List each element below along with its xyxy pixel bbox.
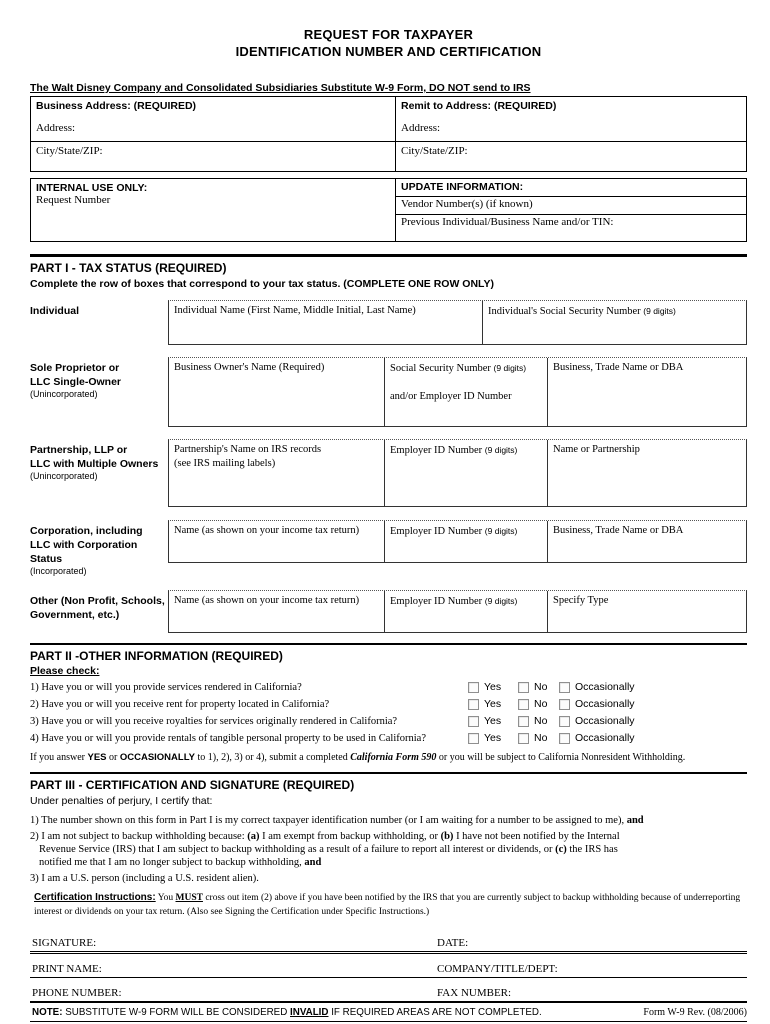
q1-occasionally-option: Occasionally <box>559 681 747 693</box>
remit-address-col <box>396 97 746 171</box>
footer <box>30 1003 747 1022</box>
remit-city-cell[interactable] <box>396 142 746 171</box>
remit-address-label: Address: <box>401 122 441 134</box>
invalid-emphasis: INVALID <box>290 1007 329 1018</box>
other-ein-field[interactable]: Employer ID Number (9 digits) <box>384 591 547 632</box>
internal-use-col <box>31 179 396 241</box>
ssn-ein-field[interactable]: Social Security Number (9 digits) and/or Employer ID Number <box>384 358 547 426</box>
tax-row-sole-proprietor <box>30 357 747 427</box>
california-form-590-ref: California Form 590 <box>350 752 437 763</box>
print-name-row <box>30 954 747 978</box>
part3-intro: Under penalties of perjury, I certify that: <box>30 795 213 807</box>
q1-no-option: No <box>518 681 559 693</box>
q4-no-option: No <box>518 732 559 744</box>
corporation-ein-field[interactable]: Employer ID Number (9 digits) <box>384 521 547 562</box>
individual-label: Individual <box>30 305 80 317</box>
part1-instruction: Complete the row of boxes that correspond to your tax status. (COMPLETE ONE ROW ONLY) <box>30 278 494 290</box>
business-city-label: City/State/ZIP: <box>36 145 103 157</box>
remit-address-cell[interactable] <box>396 97 746 141</box>
q4-occasionally-checkbox[interactable] <box>559 733 570 744</box>
vendor-number-label: Vendor Number(s) (if known) <box>401 198 533 210</box>
page-title <box>30 26 747 60</box>
previous-name-cell[interactable] <box>396 215 746 241</box>
partnership-name2-field[interactable]: Name or Partnership <box>547 440 746 506</box>
remit-city-label: City/State/ZIP: <box>401 145 468 157</box>
corporation-box <box>168 520 747 563</box>
other-name-field[interactable]: Name (as shown on your income tax return) <box>174 595 360 606</box>
q3-occasionally-checkbox[interactable] <box>559 716 570 727</box>
q4-occasionally-option: Occasionally <box>559 732 747 744</box>
tax-row-individual <box>30 300 747 345</box>
sole-proprietor-label: Sole Proprietor or LLC Single-Owner (Unincorporated) <box>30 362 122 399</box>
q2-no-option: No <box>518 698 559 710</box>
q2-occasionally-option: Occasionally <box>559 698 747 710</box>
address-table <box>30 96 747 172</box>
print-name-label: PRINT NAME: <box>32 963 102 975</box>
q4-yes-checkbox[interactable] <box>468 733 479 744</box>
certification-instructions: Certification Instructions: You MUST cross out item (2) above if you have been notified by the IRS that you are currently subject to backup withholding because of underreporting interest or dividends on your tax return. (Also see Signing the Certification under Specific Instructions.) <box>34 892 741 917</box>
form-revision: Form W-9 Rev. (08/2006) <box>643 1007 747 1018</box>
q1-yes-option: Yes <box>468 681 518 693</box>
company-label: COMPANY/TITLE/DEPT: <box>437 963 558 975</box>
remit-address-header: Remit to Address: (REQUIRED) <box>401 100 557 112</box>
q2-yes-option: Yes <box>468 698 518 710</box>
other-label: Other (Non Profit, Schools, Government, etc.) <box>30 595 165 621</box>
question-1: 1) Have you or will you provide services rendered in California? <box>30 682 302 693</box>
business-owner-name-field[interactable]: Business Owner's Name (Required) <box>174 362 325 373</box>
question-row-2 <box>30 698 747 711</box>
print-name-field[interactable] <box>102 960 222 972</box>
title-line-2: IDENTIFICATION NUMBER AND CERTIFICATION <box>235 44 542 59</box>
part2-divider <box>30 643 747 645</box>
partnership-name-field[interactable]: Partnership's Name on IRS records (see IRS mailing labels) <box>174 444 322 469</box>
partnership-box <box>168 439 747 507</box>
certify-item-2: 2) I am not subject to backup withholding because: (a) I am exempt from backup withholding, or (b) I have not been notified by the Internal Revenue Service (IRS) that I am subject to backup withholding as a result of a failure to report all interest or dividends, or (c) the IRS has notified me that I am no longer subject to backup withholding, and <box>30 831 620 868</box>
business-address-cell[interactable] <box>31 97 395 141</box>
q2-yes-checkbox[interactable] <box>468 699 479 710</box>
phone-field[interactable] <box>122 984 242 996</box>
part2-heading: PART II -OTHER INFORMATION (REQUIRED) <box>30 649 283 663</box>
date-label: DATE: <box>437 937 469 949</box>
question-row-3 <box>30 715 747 728</box>
update-info-header-cell <box>396 179 746 196</box>
q2-occasionally-checkbox[interactable] <box>559 699 570 710</box>
fax-label: FAX NUMBER: <box>437 987 512 999</box>
q3-yes-checkbox[interactable] <box>468 716 479 727</box>
q3-no-checkbox[interactable] <box>518 716 529 727</box>
q4-yes-option: Yes <box>468 732 518 744</box>
q1-occasionally-checkbox[interactable] <box>559 682 570 693</box>
certify-item-3: 3) I am a U.S. person (including a U.S. resident alien). <box>30 873 259 884</box>
part3-heading: PART III - CERTIFICATION AND SIGNATURE (REQUIRED) <box>30 778 355 792</box>
business-city-cell[interactable] <box>31 142 395 171</box>
signature-label: SIGNATURE: <box>32 937 97 949</box>
question-3: 3) Have you or will you receive royalties for services originally rendered in California? <box>30 716 398 727</box>
date-field[interactable] <box>468 934 588 946</box>
individual-box <box>168 300 747 345</box>
tax-row-corporation <box>30 520 747 577</box>
part2-check-label: Please check: <box>30 665 100 677</box>
company-field[interactable] <box>558 960 678 972</box>
q3-yes-option: Yes <box>468 715 518 727</box>
part2-note: If you answer YES or OCCASIONALLY to 1), 2), 3) or 4), submit a completed California Form 590 or you will be subject to California Nonresident Withholding. <box>30 752 686 763</box>
update-info-col <box>396 179 746 241</box>
business-address-header: Business Address: (REQUIRED) <box>36 100 197 112</box>
individual-name-field[interactable]: Individual Name (First Name, Middle Initial, Last Name) <box>174 305 416 316</box>
partnership-label: Partnership, LLP or LLC with Multiple Owners (Unincorporated) <box>30 444 159 481</box>
form-subtitle: The Walt Disney Company and Consolidated Subsidiaries Substitute W-9 Form, DO NOT send to IRS <box>30 82 531 94</box>
part1-heading: PART I - TAX STATUS (REQUIRED) <box>30 261 227 275</box>
tax-row-other <box>30 590 747 633</box>
vendor-number-cell[interactable] <box>396 197 746 214</box>
trade-name-field[interactable]: Business, Trade Name or DBA <box>547 358 746 426</box>
tax-row-partnership <box>30 439 747 507</box>
q4-no-checkbox[interactable] <box>518 733 529 744</box>
request-number-label: Request Number <box>36 194 111 206</box>
business-address-col <box>31 97 396 171</box>
fax-field[interactable] <box>511 984 631 996</box>
part1-divider <box>30 254 747 257</box>
corporation-dba-field[interactable]: Business, Trade Name or DBA <box>547 521 746 562</box>
signature-field[interactable] <box>96 934 216 946</box>
q3-occasionally-option: Occasionally <box>559 715 747 727</box>
title-line-1: REQUEST FOR TAXPAYER <box>303 27 474 42</box>
q1-yes-checkbox[interactable] <box>468 682 479 693</box>
part3-divider <box>30 772 747 774</box>
corporation-label: Corporation, including LLC with Corporation Status (Incorporated) <box>30 525 143 576</box>
signature-row <box>30 928 747 954</box>
sole-proprietor-box <box>168 357 747 427</box>
other-specify-field[interactable]: Specify Type <box>547 591 746 632</box>
q1-no-checkbox[interactable] <box>518 682 529 693</box>
internal-use-cell[interactable] <box>31 179 395 241</box>
individual-ssn-field[interactable]: Individual's Social Security Number (9 digits) <box>482 301 746 344</box>
update-info-header: UPDATE INFORMATION: <box>401 181 524 193</box>
previous-name-label: Previous Individual/Business Name and/or TIN: <box>401 216 614 228</box>
question-4: 4) Have you or will you provide rentals of tangible personal property to be used in California? <box>30 733 426 744</box>
phone-fax-row <box>30 978 747 1003</box>
certify-item-1: 1) The number shown on this form in Part I is my correct taxpayer identification number (or I am waiting for a number to be assigned to me), and <box>30 815 644 826</box>
internal-use-table <box>30 178 747 242</box>
footer-note: NOTE: SUBSTITUTE W-9 FORM WILL BE CONSIDERED INVALID IF REQUIRED AREAS ARE NOT COMPLETED. <box>32 1007 542 1018</box>
internal-use-header: INTERNAL USE ONLY: <box>36 182 148 194</box>
question-row-1 <box>30 681 747 694</box>
partnership-ein-field[interactable]: Employer ID Number (9 digits) <box>384 440 547 506</box>
question-2: 2) Have you or will you receive rent for property located in California? <box>30 699 330 710</box>
business-address-label: Address: <box>36 122 76 134</box>
q2-no-checkbox[interactable] <box>518 699 529 710</box>
question-row-4 <box>30 732 747 745</box>
corporation-name-field[interactable]: Name (as shown on your income tax return) <box>174 525 360 536</box>
phone-label: PHONE NUMBER: <box>32 987 122 999</box>
other-box <box>168 590 747 633</box>
q3-no-option: No <box>518 715 559 727</box>
